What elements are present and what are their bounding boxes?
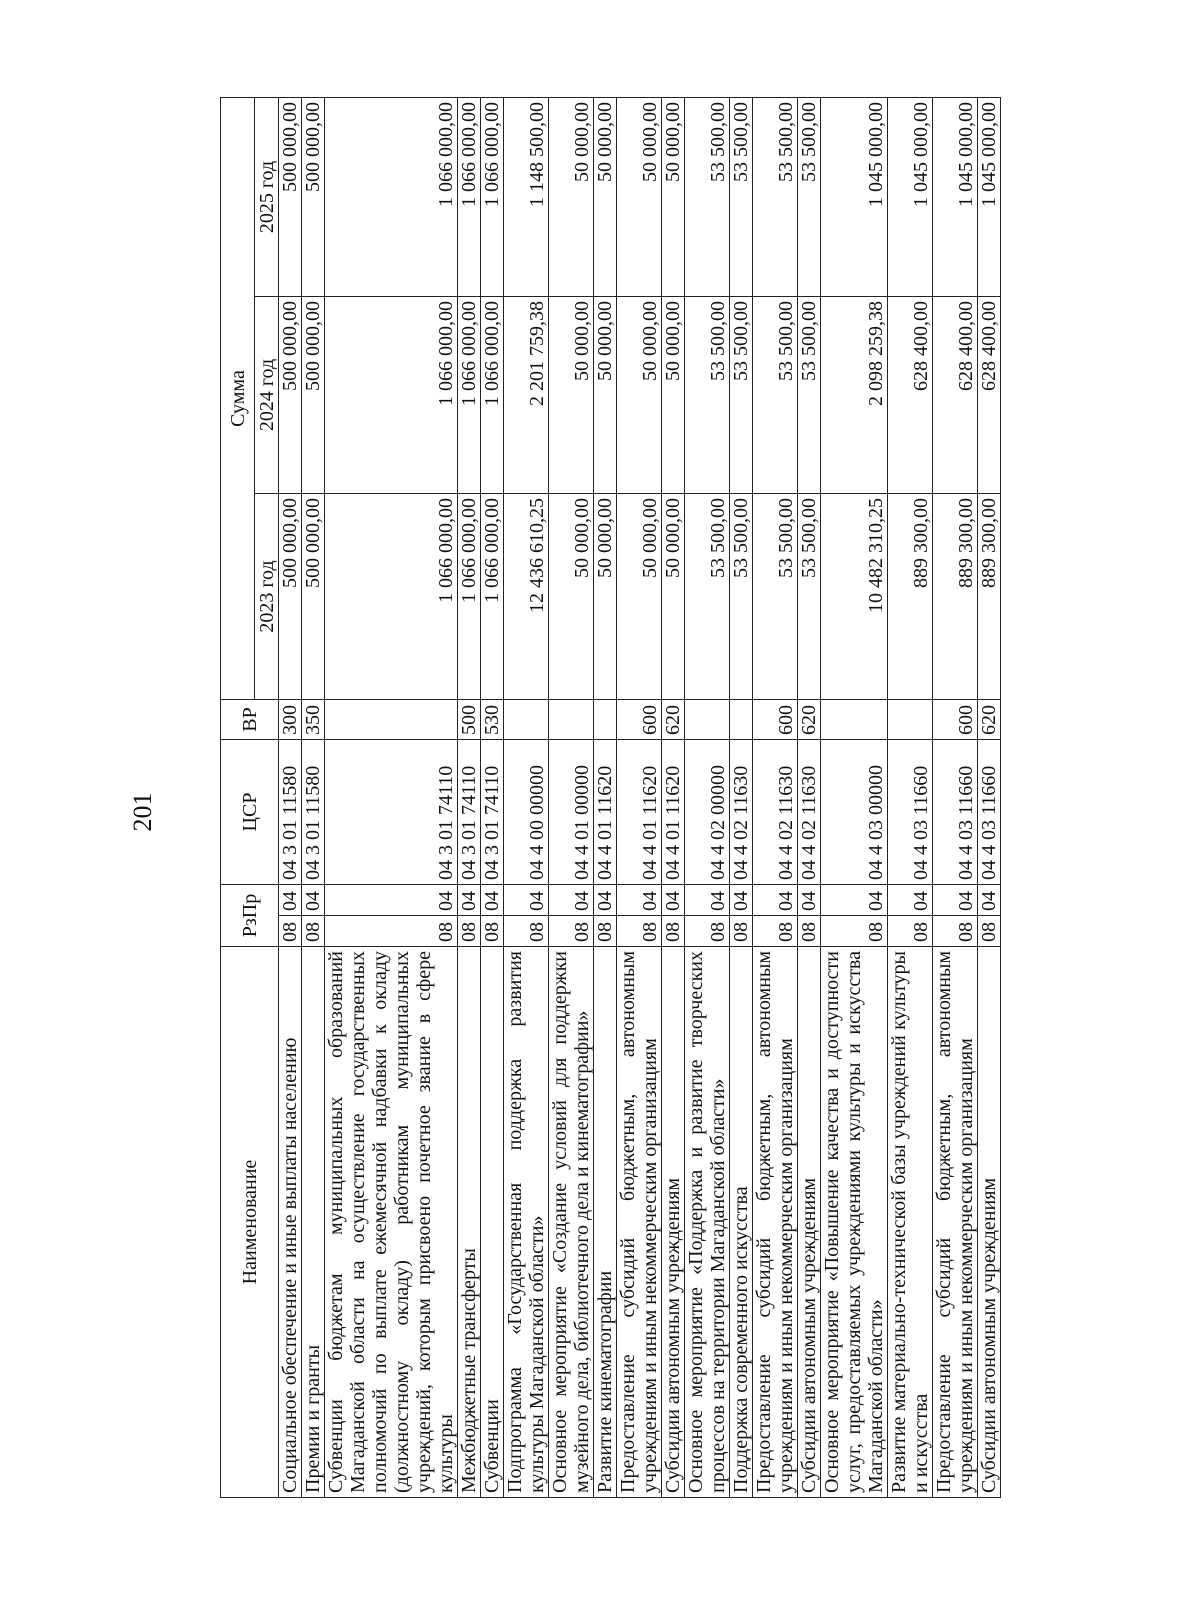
row-sum-2025: 1 066 000,00 — [325, 97, 458, 296]
row-rz: 08 — [504, 916, 549, 947]
row-name: Предоставление субсидий бюджетным, автономным учреждениям и иным некоммерческим организациям — [933, 947, 978, 1498]
row-sum-2023: 53 500,00 — [685, 494, 730, 700]
row-sum-2023: 50 000,00 — [594, 494, 617, 700]
row-csr: 04 4 02 11630 — [753, 740, 798, 885]
row-vr: 600 — [933, 700, 978, 740]
row-vr — [549, 700, 594, 740]
row-rz: 08 — [753, 916, 798, 947]
row-pr: 04 — [325, 885, 458, 916]
table-row — [302, 97, 325, 1497]
row-csr: 04 4 00 00000 — [504, 740, 549, 885]
row-name: Основное мероприятие «Поддержка и развитие творческих процессов на территории Магаданской области» — [685, 947, 730, 1498]
header-vr: ВР — [221, 700, 279, 740]
table-row — [821, 97, 888, 1497]
table-row — [617, 97, 662, 1497]
row-name: Субсидии автономным учреждениям — [978, 947, 1001, 1498]
row-sum-2023: 1 066 000,00 — [458, 494, 481, 700]
row-csr: 04 3 01 74110 — [325, 740, 458, 885]
row-sum-2024: 628 400,00 — [888, 297, 933, 494]
row-name: Развитие кинематографии — [594, 947, 617, 1498]
row-pr: 04 — [821, 885, 888, 916]
row-pr: 04 — [685, 885, 730, 916]
row-sum-2025: 1 148 500,00 — [504, 97, 549, 296]
row-sum-2024: 1 066 000,00 — [481, 297, 504, 494]
row-name: Развитие материально-технической базы учреждений культуры и искусства — [888, 947, 933, 1498]
row-vr: 350 — [302, 700, 325, 740]
row-pr: 04 — [302, 885, 325, 916]
table-row — [504, 97, 549, 1497]
page-number: 201 — [128, 792, 157, 832]
row-sum-2025: 53 500,00 — [730, 97, 753, 296]
table-row — [753, 97, 798, 1497]
row-sum-2025: 50 000,00 — [594, 97, 617, 296]
row-rz: 08 — [933, 916, 978, 947]
row-sum-2025: 1 045 000,00 — [933, 97, 978, 296]
row-sum-2024: 628 400,00 — [933, 297, 978, 494]
row-sum-2023: 1 066 000,00 — [481, 494, 504, 700]
row-sum-2023: 53 500,00 — [798, 494, 821, 700]
row-sum-2024: 500 000,00 — [302, 297, 325, 494]
row-sum-2023: 50 000,00 — [549, 494, 594, 700]
row-sum-2025: 1 045 000,00 — [888, 97, 933, 296]
row-name: Поддержка современного искусства — [730, 947, 753, 1498]
header-year-2023: 2023 год — [255, 494, 279, 700]
row-csr: 04 4 03 00000 — [821, 740, 888, 885]
row-sum-2023: 889 300,00 — [888, 494, 933, 700]
row-rz: 08 — [325, 916, 458, 947]
budget-table — [220, 97, 1001, 1498]
row-pr: 04 — [662, 885, 685, 916]
table-row — [549, 97, 594, 1497]
row-csr: 04 3 01 11580 — [302, 740, 325, 885]
row-vr — [685, 700, 730, 740]
row-pr: 04 — [730, 885, 753, 916]
row-vr: 620 — [978, 700, 1001, 740]
row-sum-2024: 1 066 000,00 — [325, 297, 458, 494]
row-csr: 04 4 02 11630 — [798, 740, 821, 885]
row-sum-2025: 1 045 000,00 — [978, 97, 1001, 296]
table-row — [888, 97, 933, 1497]
row-pr: 04 — [617, 885, 662, 916]
row-vr: 620 — [662, 700, 685, 740]
row-name: Основное мероприятие «Создание условий для поддержки музейного дела, библиотечного дела и кинематографии» — [549, 947, 594, 1498]
header-sum: Сумма — [221, 97, 255, 699]
row-csr: 04 4 01 00000 — [549, 740, 594, 885]
row-pr: 04 — [504, 885, 549, 916]
table-row — [978, 97, 1001, 1497]
row-sum-2025: 53 500,00 — [798, 97, 821, 296]
row-csr: 04 4 03 11660 — [933, 740, 978, 885]
row-sum-2025: 50 000,00 — [617, 97, 662, 296]
table-row — [933, 97, 978, 1497]
header-csr: ЦСР — [221, 740, 279, 885]
row-sum-2024: 50 000,00 — [617, 297, 662, 494]
row-name: Субсидии автономным учреждениям — [662, 947, 685, 1498]
row-vr: 600 — [617, 700, 662, 740]
row-sum-2025: 500 000,00 — [302, 97, 325, 296]
table-row — [662, 97, 685, 1497]
row-csr: 04 4 01 11620 — [617, 740, 662, 885]
row-sum-2024: 53 500,00 — [798, 297, 821, 494]
row-sum-2023: 500 000,00 — [279, 494, 302, 700]
row-rz: 08 — [821, 916, 888, 947]
row-vr — [821, 700, 888, 740]
table-row — [279, 97, 302, 1497]
row-pr: 04 — [933, 885, 978, 916]
row-pr: 04 — [279, 885, 302, 916]
table-row — [594, 97, 617, 1497]
row-vr: 600 — [753, 700, 798, 740]
row-sum-2023: 53 500,00 — [730, 494, 753, 700]
table-row — [798, 97, 821, 1497]
row-sum-2024: 2 098 259,38 — [821, 297, 888, 494]
rotated-table-frame — [220, 98, 1100, 1498]
header-row-1 — [221, 97, 255, 1497]
row-rz: 08 — [549, 916, 594, 947]
row-name: Основное мероприятие «Повышение качества и доступности услуг, предоставляемых учреждениями культуры и искусства Магаданской области» — [821, 947, 888, 1498]
row-sum-2025: 1 066 000,00 — [481, 97, 504, 296]
row-rz: 08 — [888, 916, 933, 947]
row-sum-2023: 1 066 000,00 — [325, 494, 458, 700]
table-row — [730, 97, 753, 1497]
row-vr: 300 — [279, 700, 302, 740]
row-vr — [594, 700, 617, 740]
row-sum-2024: 53 500,00 — [753, 297, 798, 494]
header-year-2024: 2024 год — [255, 297, 279, 494]
table-row — [325, 97, 458, 1497]
row-sum-2023: 10 482 310,25 — [821, 494, 888, 700]
row-pr: 04 — [978, 885, 1001, 916]
row-sum-2023: 50 000,00 — [617, 494, 662, 700]
row-csr: 04 3 01 74110 — [458, 740, 481, 885]
row-csr: 04 4 01 11620 — [594, 740, 617, 885]
row-sum-2023: 500 000,00 — [302, 494, 325, 700]
row-pr: 04 — [481, 885, 504, 916]
row-sum-2024: 53 500,00 — [685, 297, 730, 494]
row-vr: 500 — [458, 700, 481, 740]
row-name: Премии и гранты — [302, 947, 325, 1498]
row-csr: 04 4 03 11660 — [888, 740, 933, 885]
header-rz-pr: РзПр — [221, 885, 279, 947]
row-rz: 08 — [481, 916, 504, 947]
row-vr: 530 — [481, 700, 504, 740]
row-sum-2025: 53 500,00 — [753, 97, 798, 296]
row-pr: 04 — [888, 885, 933, 916]
row-sum-2025: 500 000,00 — [279, 97, 302, 296]
row-sum-2024: 50 000,00 — [662, 297, 685, 494]
row-sum-2025: 1 045 000,00 — [821, 97, 888, 296]
row-rz: 08 — [730, 916, 753, 947]
row-sum-2024: 500 000,00 — [279, 297, 302, 494]
row-sum-2025: 50 000,00 — [549, 97, 594, 296]
row-name: Субвенции бюджетам муниципальных образований Магаданской области на осуществление государственных полномочий по выплате ежемесячной надбавки к окладу (должностному окладу) работникам муниципальных учреждений, которым присвоено почетное звание в сфере культуры — [325, 947, 458, 1498]
row-vr — [888, 700, 933, 740]
row-pr: 04 — [594, 885, 617, 916]
table-row — [458, 97, 481, 1497]
row-rz: 08 — [978, 916, 1001, 947]
row-sum-2023: 889 300,00 — [933, 494, 978, 700]
row-csr: 04 4 03 11660 — [978, 740, 1001, 885]
row-sum-2023: 50 000,00 — [662, 494, 685, 700]
table-row — [685, 97, 730, 1497]
row-vr — [325, 700, 458, 740]
row-pr: 04 — [798, 885, 821, 916]
row-name: Субвенции — [481, 947, 504, 1498]
row-rz: 08 — [594, 916, 617, 947]
row-sum-2025: 1 066 000,00 — [458, 97, 481, 296]
row-rz: 08 — [302, 916, 325, 947]
row-vr — [730, 700, 753, 740]
table-row — [481, 97, 504, 1497]
table-sheet — [220, 98, 1100, 1498]
row-name: Социальное обеспечение и иные выплаты населению — [279, 947, 302, 1498]
row-rz: 08 — [458, 916, 481, 947]
row-pr: 04 — [549, 885, 594, 916]
row-sum-2023: 53 500,00 — [753, 494, 798, 700]
row-sum-2024: 1 066 000,00 — [458, 297, 481, 494]
row-sum-2023: 12 436 610,25 — [504, 494, 549, 700]
row-name: Подпрограмма «Государственная поддержка развития культуры Магаданской области» — [504, 947, 549, 1498]
row-sum-2024: 628 400,00 — [978, 297, 1001, 494]
row-csr: 04 4 02 11630 — [730, 740, 753, 885]
row-rz: 08 — [662, 916, 685, 947]
header-year-2025: 2025 год — [255, 97, 279, 296]
row-sum-2025: 50 000,00 — [662, 97, 685, 296]
row-sum-2024: 50 000,00 — [549, 297, 594, 494]
row-rz: 08 — [685, 916, 730, 947]
row-name: Межбюджетные трансферты — [458, 947, 481, 1498]
row-vr — [504, 700, 549, 740]
row-csr: 04 4 02 00000 — [685, 740, 730, 885]
row-name: Предоставление субсидий бюджетным, автономным учреждениям и иным некоммерческим организациям — [617, 947, 662, 1498]
row-name: Субсидии автономным учреждениям — [798, 947, 821, 1498]
row-csr: 04 3 01 74110 — [481, 740, 504, 885]
row-csr: 04 4 01 11620 — [662, 740, 685, 885]
row-rz: 08 — [798, 916, 821, 947]
row-sum-2024: 2 201 759,38 — [504, 297, 549, 494]
row-sum-2024: 53 500,00 — [730, 297, 753, 494]
row-pr: 04 — [753, 885, 798, 916]
row-csr: 04 3 01 11580 — [279, 740, 302, 885]
row-sum-2025: 53 500,00 — [685, 97, 730, 296]
row-name: Предоставление субсидий бюджетным, автономным учреждениям и иным некоммерческим организациям — [753, 947, 798, 1498]
header-name: Наименование — [221, 947, 279, 1498]
row-sum-2023: 889 300,00 — [978, 494, 1001, 700]
row-pr: 04 — [458, 885, 481, 916]
row-rz: 08 — [617, 916, 662, 947]
row-vr: 620 — [798, 700, 821, 740]
row-sum-2024: 50 000,00 — [594, 297, 617, 494]
row-rz: 08 — [279, 916, 302, 947]
